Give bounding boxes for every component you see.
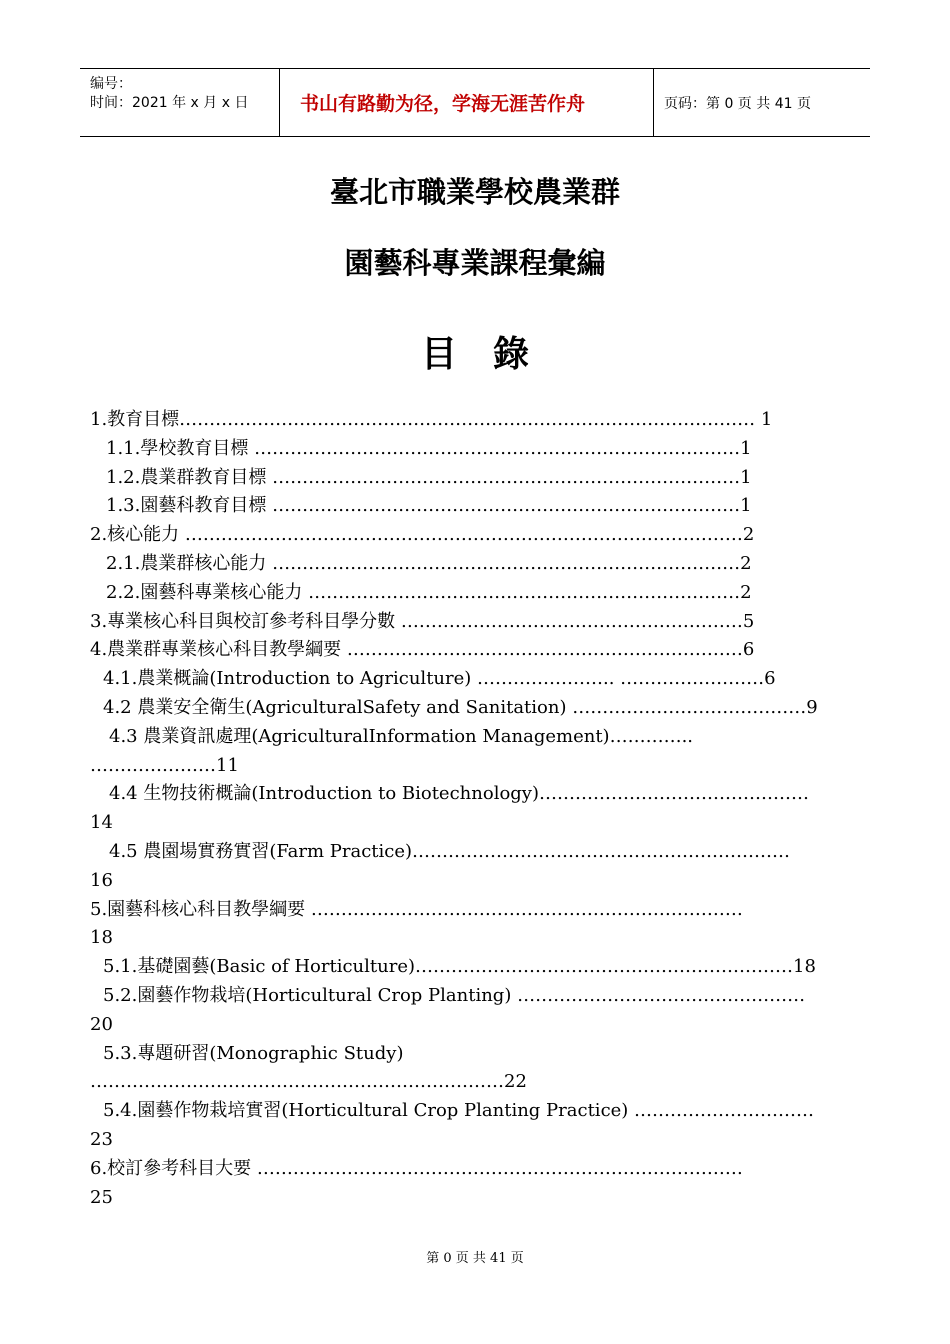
toc-entry[interactable]: 4.3 農業資訊處理(AgriculturalInformation Management)………….. (109, 725, 694, 747)
toc-entry-continued[interactable]: 16 (90, 869, 113, 891)
header-left-cell (80, 69, 280, 136)
toc-entry[interactable]: 2.1.農業群核心能力 ……………………………………………………………………2 (106, 552, 752, 574)
toc-entry-continued[interactable]: 18 (90, 927, 113, 949)
toc-entry[interactable]: 5.1.基礎園藝(Basic of Horticulture)………………………………………………………18 (103, 956, 816, 978)
toc-entry-continued[interactable]: …………………11 (90, 754, 239, 776)
toc-entry[interactable]: 4.1.農業概論(Introduction to Agriculture) ………………….. ……………………6 (103, 668, 776, 690)
toc-entry[interactable]: 2.核心能力 …………………………………………………………………………………2 (90, 524, 755, 546)
toc-entry[interactable]: 1.教育目標…………………………………………………………………………………… 1 (90, 409, 773, 430)
toc-entry-continued[interactable]: ……………………………………………………………22 (90, 1071, 527, 1093)
toc-entry[interactable]: 4.5 農園場實務實習(Farm Practice)……………………………………………………… (109, 840, 791, 862)
toc-entry[interactable]: 5.4.園藝作物栽培實習(Horticultural Crop Planting Practice) ………………………… (103, 1100, 815, 1122)
toc-entry[interactable]: 1.3.園藝科教育目標 ……………………………………………………………………1 (106, 495, 752, 517)
toc-entry[interactable]: 2.2.園藝科專業核心能力 ………………………………………………………………2 (106, 581, 752, 603)
page-info: 页码：第 0 页 共 41 页 (664, 95, 811, 112)
table-of-contents (90, 406, 870, 1212)
toc-entry-continued[interactable]: 20 (90, 1013, 113, 1035)
toc-entry-continued[interactable]: 23 (90, 1128, 113, 1150)
toc-entry-continued[interactable]: 14 (90, 812, 113, 834)
document-title: 臺北市職業學校農業群 (329, 175, 620, 209)
toc-entry[interactable]: 4.4 生物技術概論(Introduction to Biotechnology)……………………………………… (109, 783, 809, 805)
toc-entry[interactable]: 5.3.專題研習(Monographic Study) (103, 1042, 404, 1064)
toc-entry[interactable]: 4.農業群專業核心科目教學綱要 …………………………………………………………6 (90, 639, 755, 661)
toc-heading: 目錄 (420, 333, 565, 375)
toc-entry[interactable]: 1.2.農業群教育目標 ……………………………………………………………………1 (106, 466, 752, 488)
toc-entry[interactable]: 1.1.學校教育目標 ………………………………………………………………………1 (106, 437, 752, 459)
toc-entry[interactable]: 5.2.園藝作物栽培(Horticultural Crop Planting) ………………………………………… (103, 984, 806, 1006)
toc-entry[interactable]: 3.專業核心科目與校訂參考科目學分數 …………………………………………………5 (90, 610, 755, 632)
document-subtitle: 園藝科專業課程彙編 (344, 246, 606, 280)
date-label: 时间：2021 年 x 月 x 日 (90, 95, 249, 111)
toc-entry-continued[interactable]: 25 (90, 1186, 113, 1208)
motto: 书山有路勤为径，学海无涯苦作舟 (280, 69, 654, 136)
header-table (80, 68, 870, 137)
page-footer: 第 0 页 共 41 页 (426, 1251, 524, 1266)
toc-entry[interactable]: 4.2 農業安全衛生(AgriculturalSafety and Sanitation) …………………………………9 (103, 696, 818, 718)
toc-entry[interactable]: 5.園藝科核心科目教學綱要 ……………………………………………………………… (90, 898, 743, 920)
toc-entry[interactable]: 6.校訂參考科目大要 ……………………………………………………………………… (90, 1157, 743, 1179)
number-label: 编号： (90, 76, 132, 92)
